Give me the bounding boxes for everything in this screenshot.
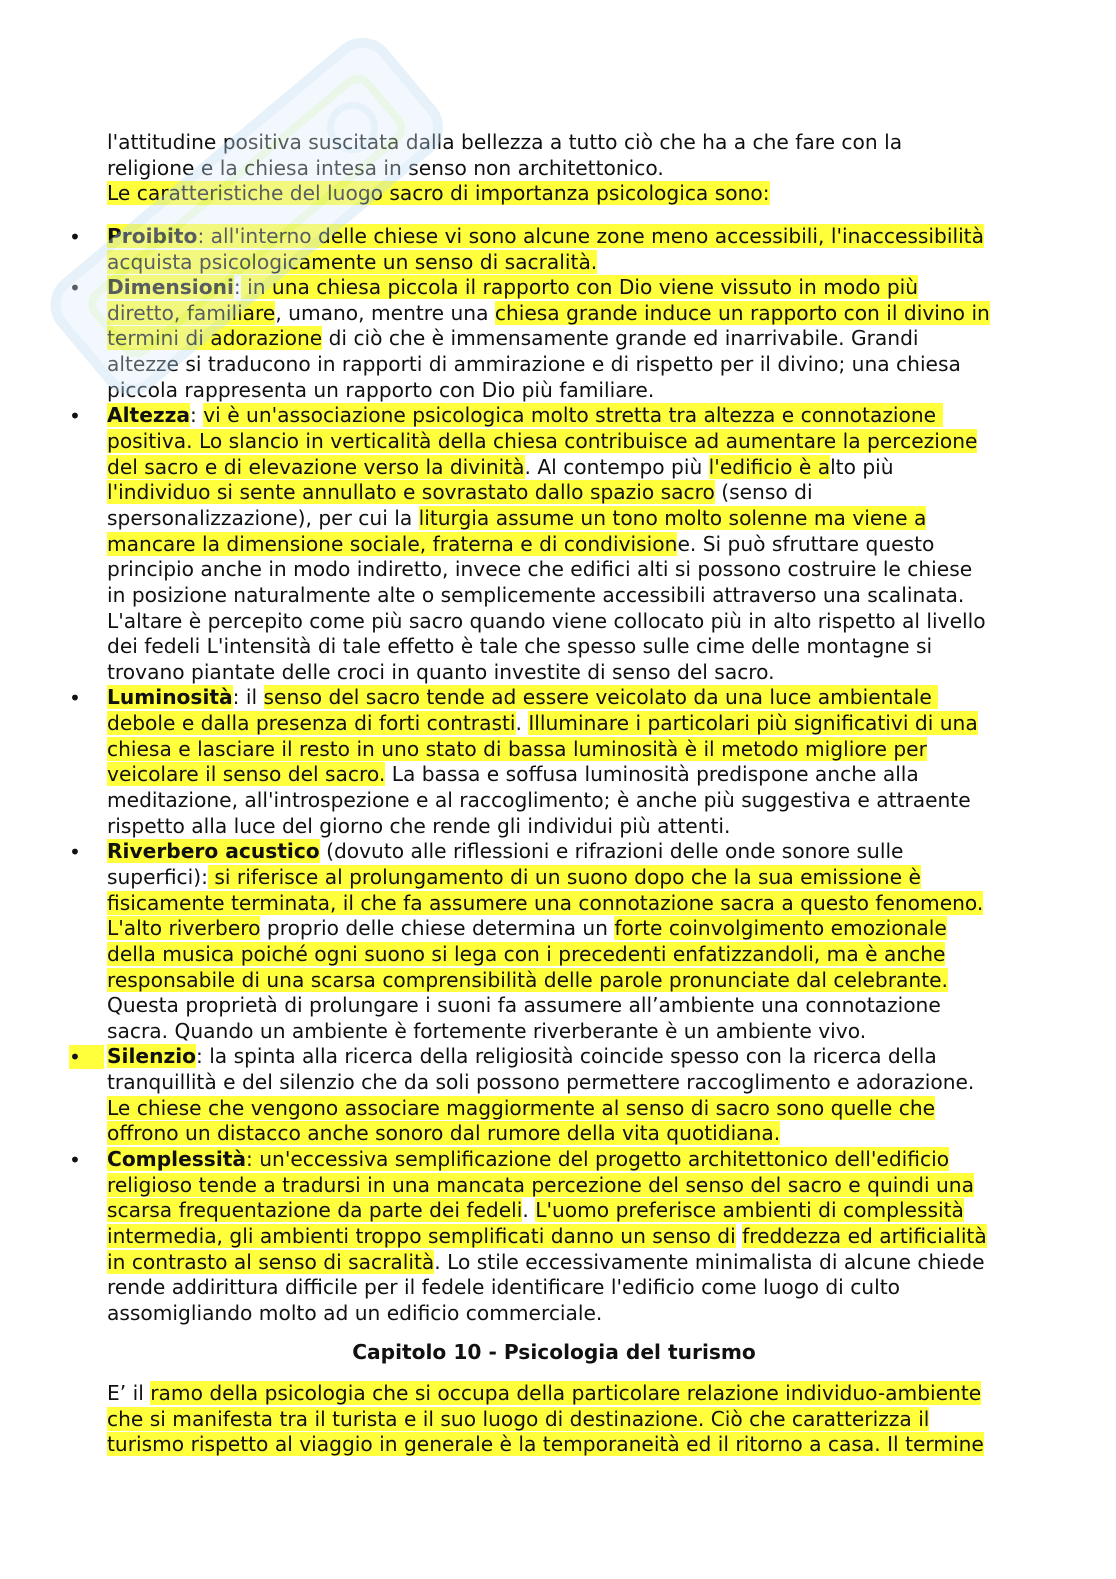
body-text: E’ il bbox=[107, 1381, 151, 1406]
body-text: : la spinta alla ricerca della religiosità coincide spesso con la ricerca della bbox=[195, 1044, 937, 1069]
body-text: di ciò che è immensamente grande ed inarrivabile. Grandi bbox=[322, 326, 919, 351]
text-line bbox=[107, 1147, 1001, 1173]
highlighted-text: intermedia, gli ambienti troppo semplificati danno un senso di bbox=[107, 1223, 736, 1248]
body-text: lto più bbox=[830, 454, 894, 479]
text-line bbox=[107, 1096, 1001, 1122]
text-line bbox=[107, 1198, 1001, 1224]
body-text: dei fedeli L'intensità di tale effetto è tale che spesso sulle cime delle montagne si bbox=[107, 634, 933, 659]
text-line bbox=[107, 660, 1001, 686]
text-line bbox=[107, 506, 1001, 532]
highlighted-text: l'individuo si sente annullato e sovrastato dallo spazio sacro bbox=[107, 480, 715, 505]
text-line bbox=[107, 480, 1001, 506]
closing-paragraph bbox=[107, 1381, 1001, 1458]
text-line bbox=[107, 685, 1001, 711]
body-text: trovano piantate delle croci in quanto investite di senso del sacro. bbox=[107, 659, 775, 684]
text-line bbox=[107, 788, 1001, 814]
body-text: assomigliando molto ad un edificio commerciale. bbox=[107, 1300, 603, 1325]
text-line bbox=[107, 403, 1001, 429]
bullet-term: Silenzio bbox=[107, 1044, 196, 1069]
text-line bbox=[107, 1019, 1001, 1045]
body-text: (senso di bbox=[714, 480, 813, 505]
text-line bbox=[107, 634, 1001, 660]
text-line bbox=[107, 1070, 1001, 1096]
text-line bbox=[107, 301, 1001, 327]
highlighted-text: del sacro e di elevazione verso la divinità bbox=[107, 454, 525, 479]
body-text: . bbox=[522, 1198, 536, 1223]
text-line bbox=[107, 557, 1001, 583]
highlighted-text: scarsa frequentazione da parte dei fedeli bbox=[107, 1198, 523, 1223]
text-line bbox=[107, 1432, 1001, 1458]
bullet-item-proibito bbox=[69, 223, 1001, 275]
text-line bbox=[107, 942, 1001, 968]
text-line bbox=[107, 891, 1001, 917]
highlighted-text: Le caratteristiche del luogo sacro di importanza psicologica sono: bbox=[107, 181, 770, 206]
text-line bbox=[107, 532, 1001, 558]
bullet-text bbox=[107, 839, 1001, 1044]
highlighted-text: debole e dalla presenza di forti contrasti bbox=[107, 711, 516, 736]
body-text: l'attitudine positiva suscitata dalla bellezza a tutto ciò che ha a che fare con la bbox=[107, 130, 903, 154]
text-line bbox=[107, 762, 1001, 788]
text-line bbox=[107, 865, 1001, 891]
highlighted-text: senso del sacro tende ad essere veicolato da una luce ambientale bbox=[263, 685, 939, 710]
highlighted-text: diretto, familiare bbox=[107, 300, 276, 325]
bullet-term: Dimensioni bbox=[107, 275, 234, 300]
highlighted-text: Le chiese che vengono associare maggiormente al senso di sacro sono quelle che bbox=[107, 1095, 936, 1120]
text-line bbox=[107, 352, 1001, 378]
body-text: . Lo stile eccessivamente minimalista di alcune chiede bbox=[434, 1249, 985, 1274]
highlighted-text: : all'interno delle chiese vi sono alcune zone meno accessibili, l'inaccessibilità bbox=[197, 223, 984, 248]
bullet-text bbox=[107, 403, 1001, 685]
text-line bbox=[107, 1275, 1001, 1301]
body-text: (dovuto alle riflessioni e rifrazioni delle onde sonore sulle bbox=[319, 839, 904, 864]
bullet-dot-icon: • bbox=[69, 404, 81, 429]
body-text: religione e la chiesa intesa in senso non architettonico. bbox=[107, 155, 664, 180]
highlighted-text: della musica poiché ogni suono si lega con i precedenti enfatizzandoli, ma è anche bbox=[107, 941, 946, 966]
highlighted-text: in contrasto al senso di sacralità bbox=[107, 1249, 435, 1274]
text-line bbox=[107, 916, 1001, 942]
highlighted-text: mancare la dimensione sociale, fraterna e di condivision bbox=[107, 531, 678, 556]
body-text: Questa proprietà di prolungare i suoni fa assumere all’ambiente una connotazione bbox=[107, 993, 941, 1018]
text-line bbox=[107, 737, 1001, 763]
highlighted-text: offrono un distacco anche sonoro dal rumore della vita quotidiana. bbox=[107, 1121, 781, 1146]
body-text: L'altare è percepito come più sacro quando viene collocato più in alto rispetto al livello bbox=[107, 608, 986, 633]
body-text: rende addirittura difficile per il fedele identificare l'edificio come luogo di culto bbox=[107, 1275, 900, 1300]
text-line bbox=[107, 224, 1001, 250]
bullet-dot-icon: • bbox=[69, 1045, 104, 1069]
text-line bbox=[107, 130, 1001, 156]
body-text: : il bbox=[232, 685, 264, 710]
highlighted-text: vi è un'associazione psicologica molto stretta tra altezza e connotazione bbox=[203, 403, 943, 428]
text-line bbox=[107, 326, 1001, 352]
text-line bbox=[107, 156, 1001, 182]
body-text: proprio delle chiese determina un bbox=[260, 916, 615, 941]
bullet-item-dimensioni bbox=[69, 275, 1001, 403]
text-line bbox=[107, 1407, 1001, 1433]
body-text: La bassa e soffusa luminosità predispone anche alla bbox=[385, 762, 919, 787]
highlighted-text: in una chiesa piccola il rapporto con Dio viene vissuto in modo più bbox=[240, 275, 919, 300]
body-text: e. Si può sfruttare questo bbox=[677, 531, 935, 556]
body-text: piccola rappresenta un rapporto con Dio più familiare. bbox=[107, 377, 655, 402]
highlighted-text: che si manifesta tra il turista e il suo luogo di destinazione. Ciò che caratterizza il bbox=[107, 1406, 930, 1431]
page-content bbox=[69, 130, 1001, 1458]
bullet-term: Luminosità bbox=[107, 685, 233, 710]
body-text: in posizione naturalmente alte o semplicemente accessibili attraverso una scalinata. bbox=[107, 582, 965, 607]
body-text: meditazione, all'introspezione e al raccoglimento; è anche più suggestiva e attraente bbox=[107, 788, 971, 813]
text-line bbox=[107, 1121, 1001, 1147]
highlighted-text: chiesa grande induce un rapporto con il divino in bbox=[494, 300, 990, 325]
highlighted-text: si riferisce al prolungamento di un suono dopo che la sua emissione è bbox=[207, 864, 921, 889]
text-line bbox=[107, 181, 1001, 207]
bullet-term: Proibito bbox=[107, 223, 198, 248]
highlighted-text: l'edificio è a bbox=[708, 454, 831, 479]
text-line bbox=[107, 1250, 1001, 1276]
text-line bbox=[107, 1224, 1001, 1250]
text-line bbox=[107, 1381, 1001, 1407]
bullet-dot-icon: • bbox=[69, 686, 81, 711]
bullet-text bbox=[107, 1044, 1001, 1147]
highlighted-text: turismo rispetto al viaggio in generale è la temporaneità ed il ritorno a casa. Il termine bbox=[107, 1432, 984, 1457]
text-line bbox=[107, 378, 1001, 404]
bullet-term: Riverbero acustico bbox=[107, 839, 320, 864]
body-text: . bbox=[515, 711, 529, 736]
text-line bbox=[107, 429, 1001, 455]
bullet-term: Altezza bbox=[107, 403, 191, 428]
highlighted-text: veicolare il senso del sacro. bbox=[107, 762, 386, 787]
highlighted-text: L'alto riverbero bbox=[107, 916, 261, 941]
body-text: superfici): bbox=[107, 864, 208, 889]
text-line bbox=[107, 1301, 1001, 1327]
highlighted-text: : un'eccessiva semplificazione del progetto architettonico dell'edificio bbox=[246, 1146, 950, 1171]
text-line bbox=[107, 814, 1001, 840]
highlighted-text: positiva. Lo slancio in verticalità della chiesa contribuisce ad aumentare la percezione bbox=[107, 429, 978, 454]
highlighted-text: acquista psicologicamente un senso di sacralità. bbox=[107, 249, 598, 274]
highlighted-text: termini di adorazione bbox=[107, 326, 323, 351]
bullet-dot-icon: • bbox=[69, 840, 81, 865]
bullet-term: Complessità bbox=[107, 1146, 247, 1171]
highlighted-text: fisicamente terminata, il che fa assumere una connotazione sacra a questo fenomeno. bbox=[107, 890, 984, 915]
highlighted-text: liturgia assume un tono molto solenne ma viene a bbox=[418, 505, 927, 530]
highlighted-text: chiesa e lasciare il resto in uno stato di bassa luminosità è il metodo migliore per bbox=[107, 736, 927, 761]
text-line bbox=[107, 583, 1001, 609]
text-line bbox=[107, 711, 1001, 737]
body-text: spersonalizzazione), per cui la bbox=[107, 505, 419, 530]
bullet-text bbox=[107, 1147, 1001, 1326]
body-text: principio anche in modo indiretto, invece che edifici alti si possono costruire le chiese bbox=[107, 557, 973, 582]
body-text: rispetto alla luce del giorno che rende gli individui più attenti. bbox=[107, 813, 731, 838]
body-text: altezze si traducono in rapporti di ammirazione e di rispetto per il divino; una chiesa bbox=[107, 352, 961, 377]
bullet-item-silenzio bbox=[69, 1044, 1001, 1147]
highlighted-text: responsabile di una scarsa comprensibilità delle parole pronunciate dal celebrante. bbox=[107, 967, 948, 992]
highlighted-text: L'uomo preferisce ambienti di complessità bbox=[535, 1198, 964, 1223]
text-line bbox=[107, 839, 1001, 865]
highlighted-text: ramo della psicologia che si occupa della particolare relazione individuo-ambiente bbox=[150, 1381, 982, 1406]
body-text: sacra. Quando un ambiente è fortemente riverberante è un ambiente vivo. bbox=[107, 1018, 867, 1043]
text-line bbox=[107, 993, 1001, 1019]
bullet-text bbox=[107, 275, 1001, 403]
body-text: , umano, mentre una bbox=[275, 300, 495, 325]
text-line bbox=[107, 1044, 1001, 1070]
text-line bbox=[107, 609, 1001, 635]
text-line bbox=[107, 250, 1001, 276]
bullet-text bbox=[107, 685, 1001, 839]
bullet-list bbox=[69, 223, 1001, 1327]
chapter-heading: Capitolo 10 - Psicologia del turismo bbox=[352, 1340, 756, 1365]
bullet-item-riverbero-acustico bbox=[69, 839, 1001, 1044]
body-text: : bbox=[233, 275, 241, 300]
bullet-dot-icon: • bbox=[69, 224, 81, 249]
highlighted-text: forte coinvolgimento emozionale bbox=[614, 916, 947, 941]
text-line bbox=[107, 968, 1001, 994]
highlighted-text: Illuminare i particolari più significativi di una bbox=[528, 711, 978, 736]
text-line bbox=[107, 1173, 1001, 1199]
bullet-text bbox=[107, 224, 1001, 275]
text-line bbox=[107, 455, 1001, 481]
intro-paragraph bbox=[107, 130, 1001, 207]
bullet-dot-icon: • bbox=[69, 276, 81, 301]
bullet-item-altezza bbox=[69, 403, 1001, 685]
body-text: : bbox=[190, 403, 204, 428]
body-text: . Al contempo più bbox=[524, 454, 709, 479]
highlighted-text: freddezza ed artificialità bbox=[742, 1223, 987, 1248]
bullet-dot-icon: • bbox=[69, 1147, 81, 1172]
bullet-item-luminosita bbox=[69, 685, 1001, 839]
bullet-item-complessita bbox=[69, 1146, 1001, 1326]
body-text: tranquillità e del silenzio che da soli possono permettere raccoglimento e adorazione. bbox=[107, 1070, 975, 1095]
text-line bbox=[107, 275, 1001, 301]
highlighted-text: religioso tende a tradursi in una mancata percezione del senso del sacro e quindi una bbox=[107, 1172, 974, 1197]
